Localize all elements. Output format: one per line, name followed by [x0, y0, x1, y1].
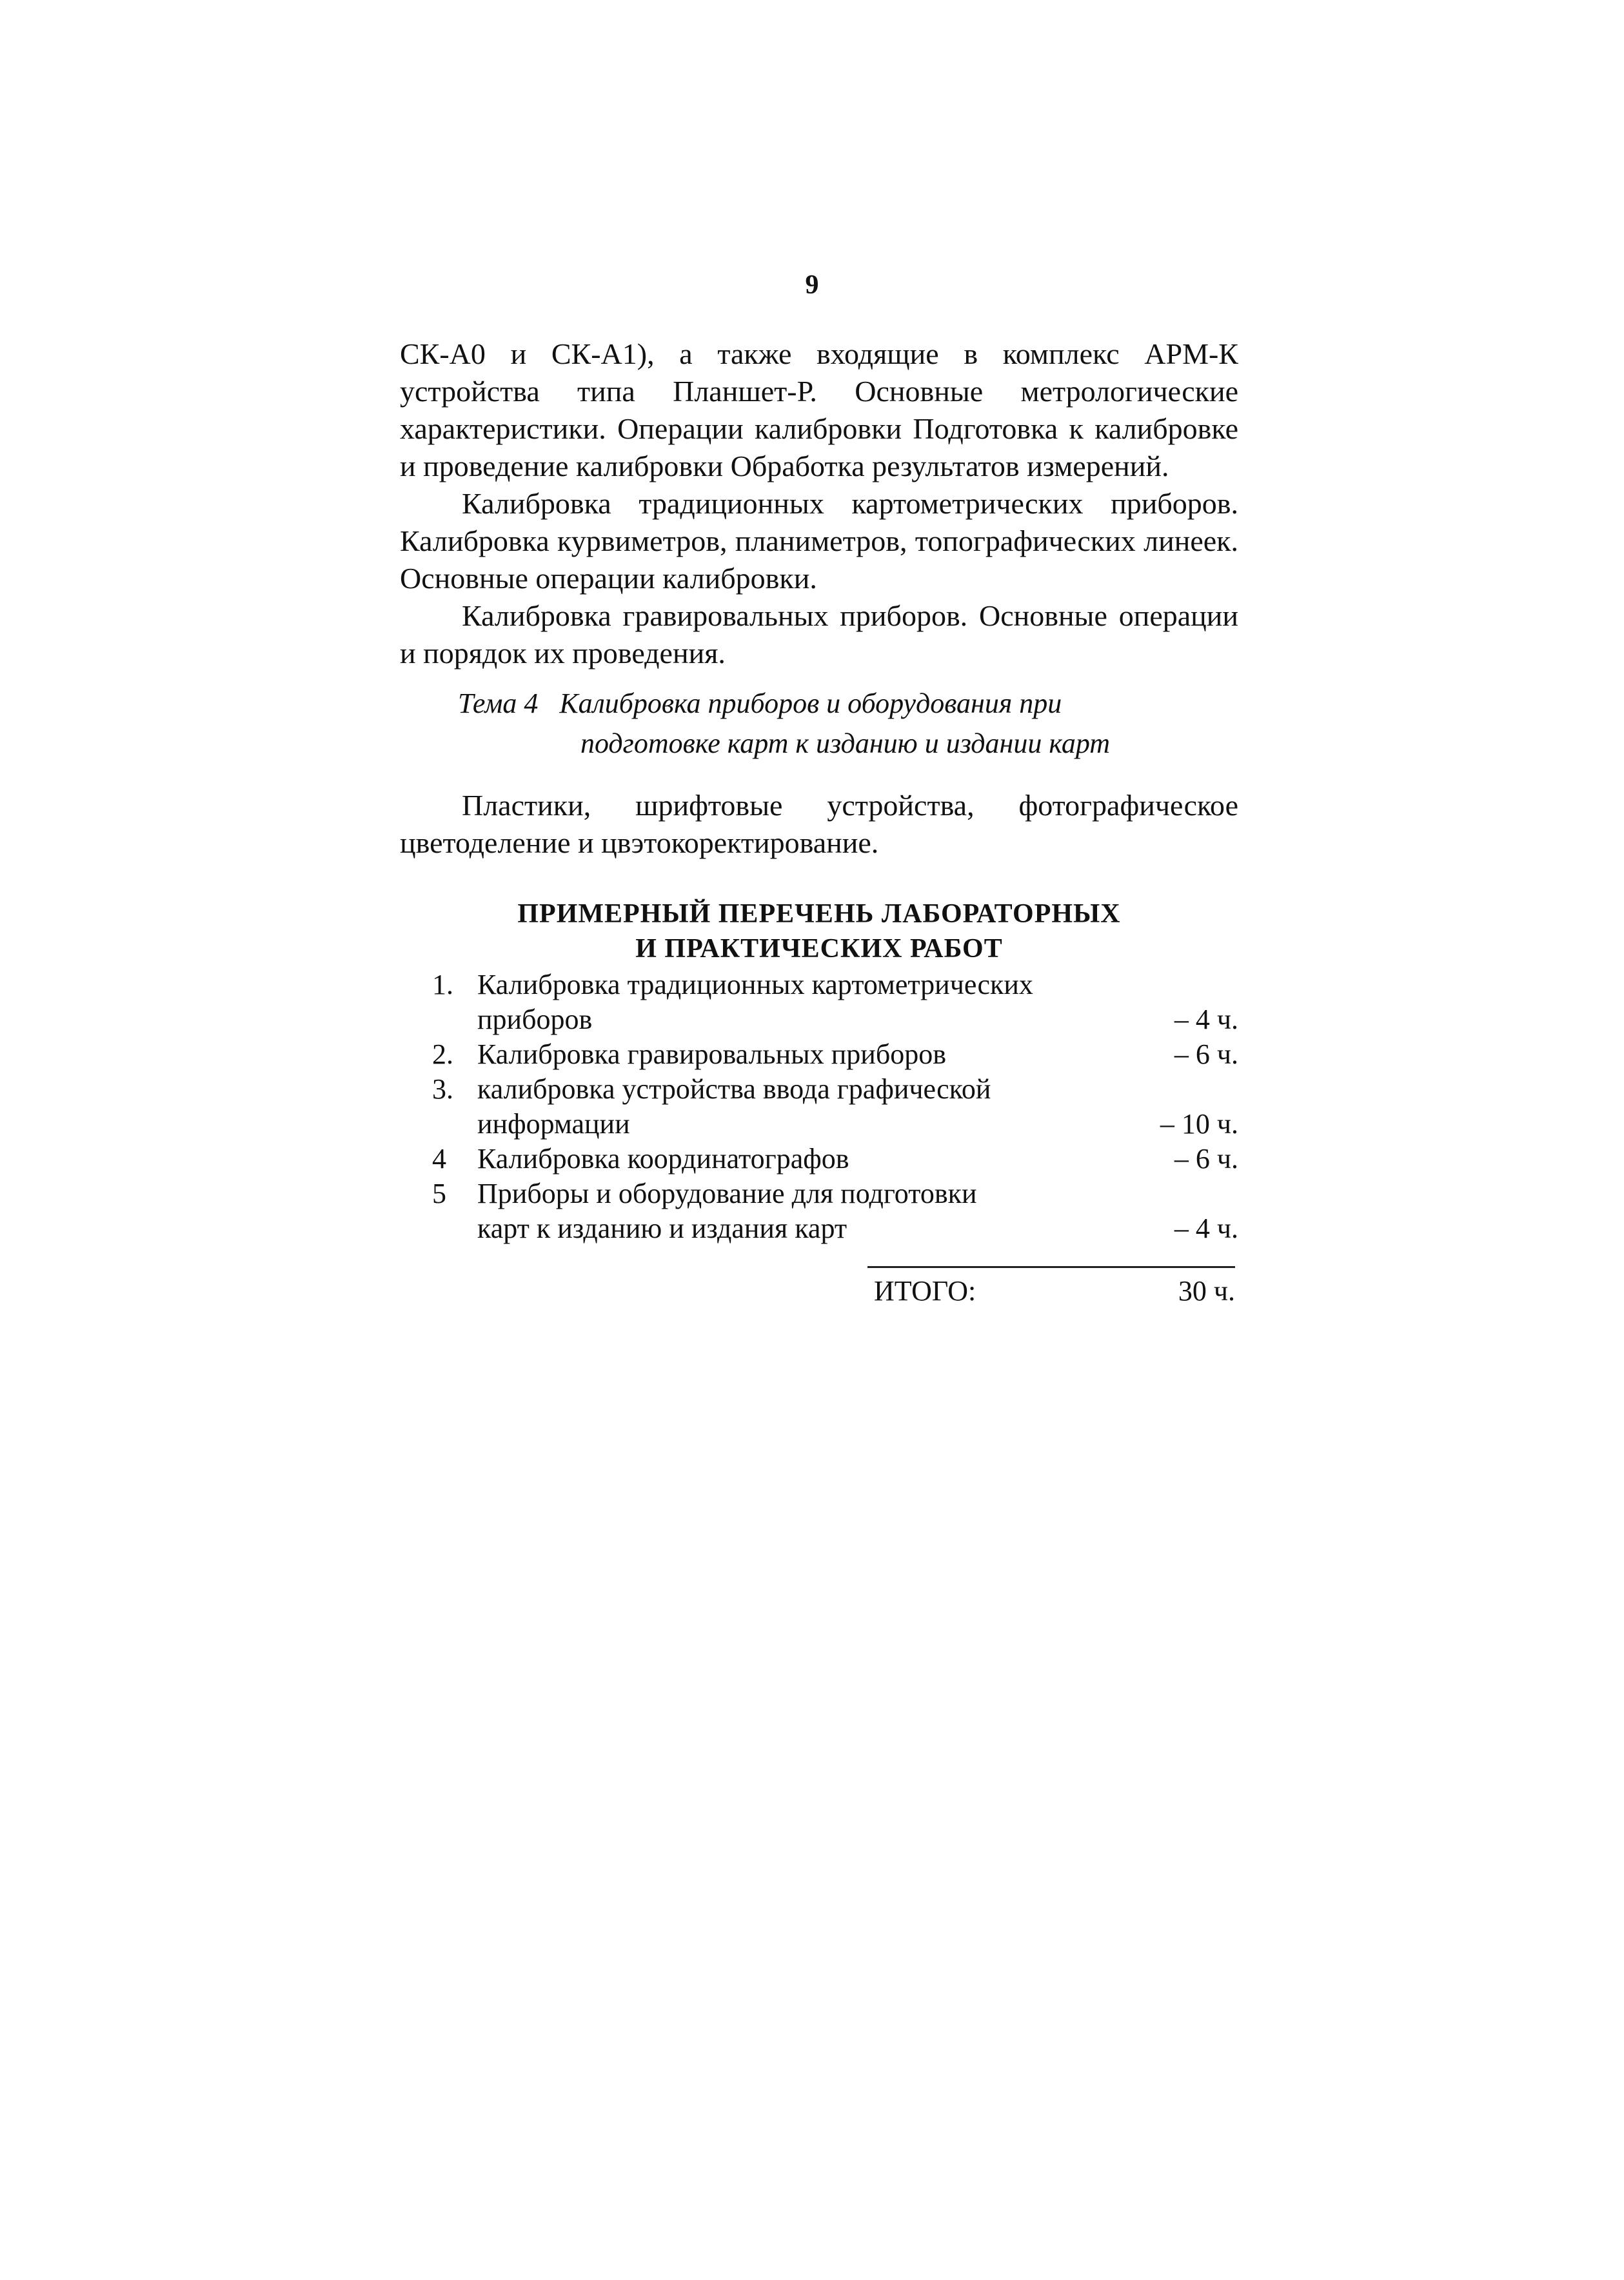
total-divider: [867, 1266, 1235, 1268]
topic-title: [458, 684, 1232, 764]
total-value: 30 ч.: [1178, 1275, 1235, 1307]
paragraph-1: СК-А0 и СК-А1), а также входящие в комплекс АРМ-К устройства типа Планшет-Р. Основные метрологические характеристики. Операции калибровки Подготовка к калибровке и проведение калибровки Обработка результатов измерений.: [400, 337, 1238, 482]
item-number: 4: [432, 1143, 446, 1175]
item-hours: – 10 ч.: [1160, 1108, 1238, 1140]
list-item: [432, 1176, 1238, 1246]
page-number: 9: [805, 270, 819, 300]
list-heading-line-2: И ПРАКТИЧЕСКИХ РАБОТ: [635, 934, 1003, 964]
item-text: Калибровка координатографов: [477, 1143, 849, 1175]
paragraph-2: Калибровка традиционных картометрических приборов. Калибровка курвиметров, планиметров, топографических линеек. Основные операции калибровки.: [400, 487, 1238, 595]
item-number: 3.: [432, 1073, 453, 1105]
item-number: 5: [432, 1178, 446, 1209]
topic-line-2: подготовке карт к изданию и издании карт: [580, 728, 1111, 759]
item-number: 1.: [432, 969, 453, 1000]
item-text-cont: информации: [477, 1108, 630, 1140]
work-list: [432, 967, 1238, 1246]
total-label: ИТОГО:: [874, 1275, 976, 1307]
item-hours: – 4 ч.: [1174, 1213, 1238, 1244]
item-hours: – 6 ч.: [1174, 1038, 1238, 1070]
paragraph-3: Калибровка гравировальных приборов. Основные операции и порядок их проведения.: [400, 599, 1238, 669]
paragraph-4: Пластики, шрифтовые устройства, фотографическое цветоделение и цвэтокоректирование.: [400, 789, 1238, 859]
topic-line-1: Тема 4 Калибровка приборов и оборудования при: [458, 688, 1062, 719]
item-hours: – 4 ч.: [1174, 1004, 1238, 1035]
item-text: калибровка устройства ввода графической: [477, 1073, 991, 1105]
item-hours: – 6 ч.: [1174, 1143, 1238, 1175]
item-text-cont: карт к изданию и издания карт: [477, 1213, 847, 1244]
list-heading-line-1: ПРИМЕРНЫЙ ПЕРЕЧЕНЬ ЛАБОРАТОРНЫХ: [517, 899, 1121, 929]
topic-paragraph: [400, 787, 1238, 862]
total-row: [867, 1274, 1235, 1309]
list-item: [432, 967, 1238, 1037]
item-text-cont: приборов: [477, 1004, 593, 1035]
list-heading: [400, 897, 1238, 966]
item-text: Калибровка гравировальных приборов: [477, 1038, 946, 1070]
list-item: [432, 1072, 1238, 1142]
item-text: Калибровка традиционных картометрических: [477, 969, 1033, 1000]
item-number: 2.: [432, 1038, 453, 1070]
item-text: Приборы и оборудование для подготовки: [477, 1178, 977, 1209]
body-text: [400, 335, 1238, 672]
list-item: [432, 1142, 1238, 1176]
list-item: [432, 1037, 1238, 1072]
